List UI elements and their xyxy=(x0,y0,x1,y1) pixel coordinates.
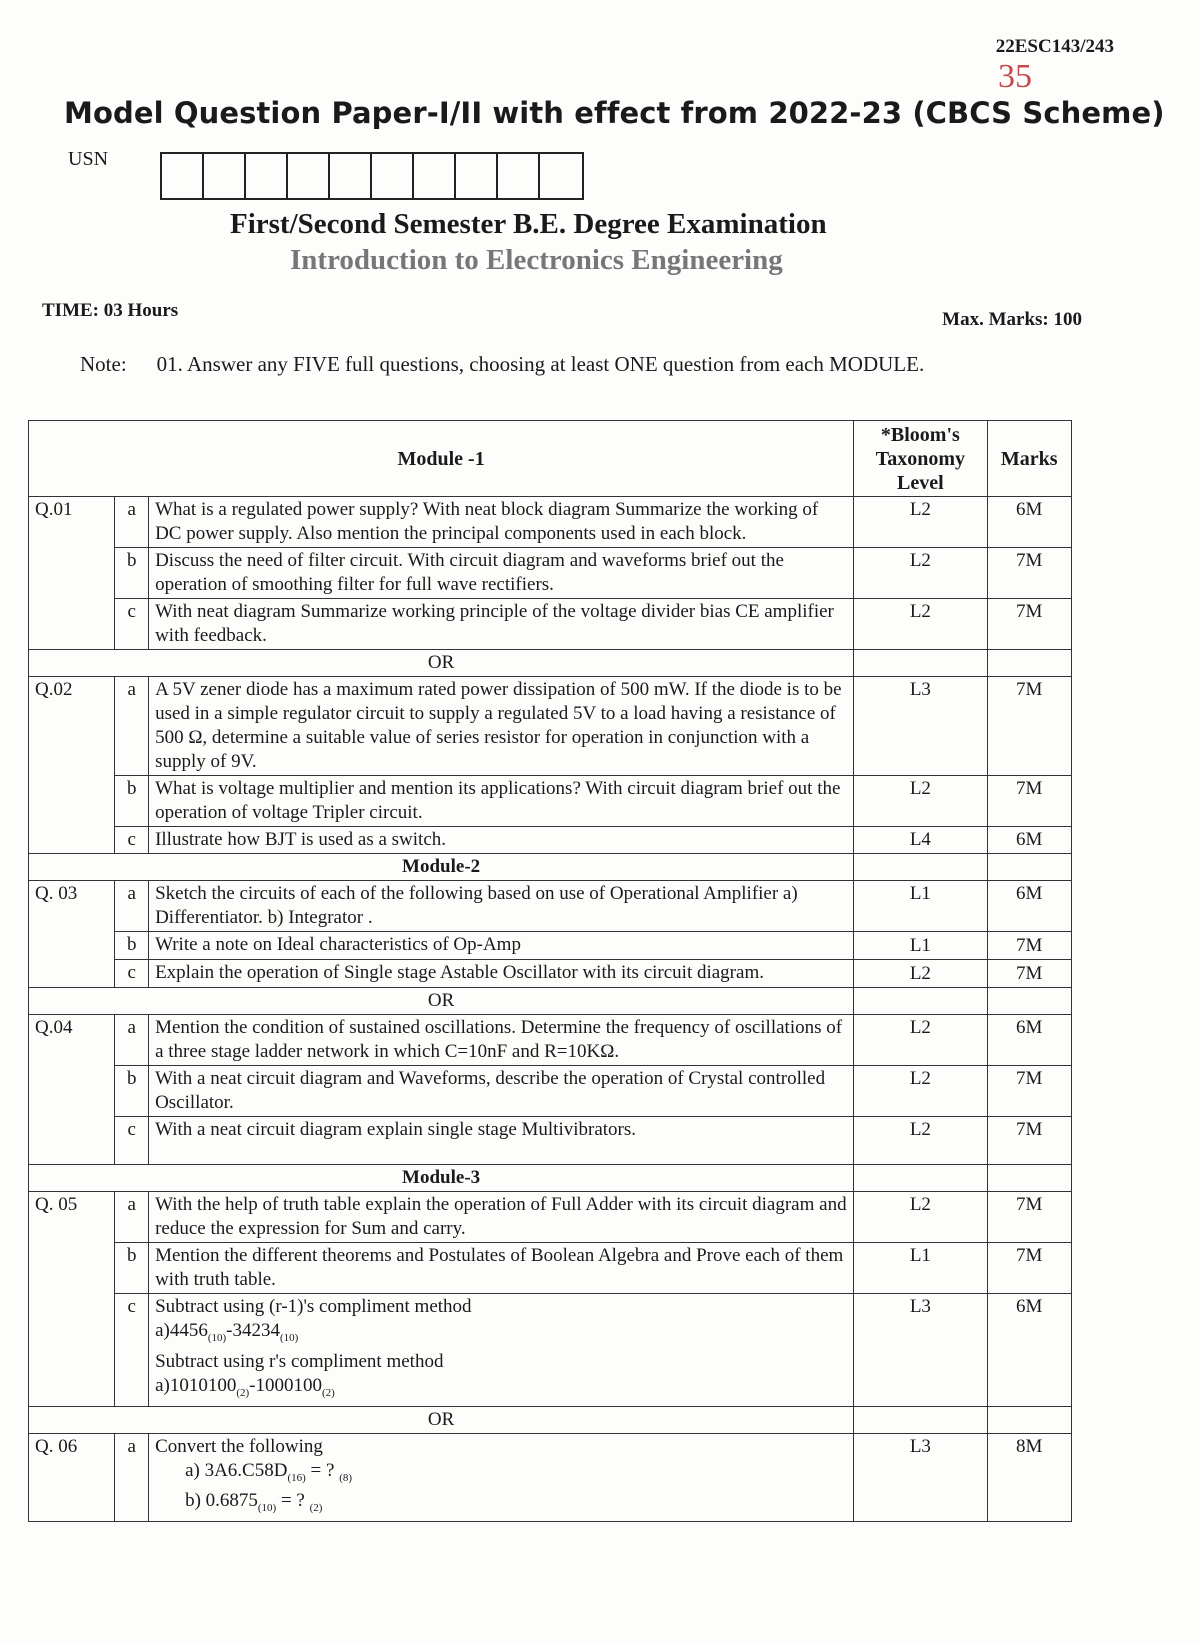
table-row: Q.02 a A 5V zener diode has a maximum rated power dissipation of 500 mW. If the diode is to be used in a simple regulator circuit to supply a regulated 5V to a load having a resistance of 500 Ω, determine a suitable value of series resistor for operation in conjunction with a supply of 9V. L3 7M xyxy=(29,677,1072,776)
question-text: Discuss the need of filter circuit. With circuit diagram and waveforms brief out the operation of smoothing filter for full wave rectifiers. xyxy=(149,548,854,599)
subject-title: Introduction to Electronics Engineering xyxy=(290,244,783,276)
question-number: Q.04 xyxy=(29,1015,115,1165)
page-number: 35 xyxy=(998,58,1032,95)
subject-code: 22ESC143/243 xyxy=(995,36,1114,57)
note xyxy=(80,352,924,377)
question-text: Mention the condition of sustained oscillations. Determine the frequency of oscillations of a three stage ladder network in which C=10nF and R=10KΩ. xyxy=(149,1015,854,1066)
question-table xyxy=(28,420,1072,1522)
table-row: c With a neat circuit diagram explain single stage Multivibrators. L2 7M xyxy=(29,1117,1072,1165)
question-number: Q.01 xyxy=(29,497,115,650)
question-text: With neat diagram Summarize working principle of the voltage divider bias CE amplifier with feedback. xyxy=(149,599,854,650)
blooms-header: *Bloom's Taxonomy Level xyxy=(854,421,987,497)
table-row: Q. 05 a With the help of truth table explain the operation of Full Adder with its circuit diagram and reduce the expression for Sum and carry. L2 7M xyxy=(29,1192,1072,1243)
question-text: A 5V zener diode has a maximum rated power dissipation of 500 mW. If the diode is to be used in a simple regulator circuit to supply a regulated 5V to a load having a resistance of 500 Ω, determine a suitable value of series resistor for operation in conjunction with a supply of 9V. xyxy=(149,677,854,776)
max-marks: Max. Marks: 100 xyxy=(942,309,1082,330)
table-row: c Illustrate how BJT is used as a switch. L4 6M xyxy=(29,827,1072,854)
question-number: Q.02 xyxy=(29,677,115,854)
module-1-header: Module -1 xyxy=(29,421,854,497)
table-row: Q.04 a Mention the condition of sustained oscillations. Determine the frequency of oscillations of a three stage ladder network in which C=10nF and R=10KΩ. L2 6M xyxy=(29,1015,1072,1066)
question-number: Q. 06 xyxy=(29,1433,115,1522)
question-number: Q. 03 xyxy=(29,881,115,988)
question-text: With a neat circuit diagram and Waveforms, describe the operation of Crystal controlled Oscillator. xyxy=(149,1066,854,1117)
note-label: Note: xyxy=(80,352,127,376)
table-row: Q. 06 a Convert the following a) $3A6.C58D_{(16)}$ = ? $_{(8)}$ b) $0.6875_{(10)}$ = ? $_{(2)}$ L3 8M xyxy=(29,1433,1072,1522)
marks-header: Marks xyxy=(987,421,1071,497)
usn-label: USN xyxy=(68,148,109,170)
or-row: OR xyxy=(29,1406,1072,1433)
question-text: With a neat circuit diagram explain single stage Multivibrators. xyxy=(149,1117,854,1165)
question-text: Mention the different theorems and Postulates of Boolean Algebra and Prove each of them with truth table. xyxy=(149,1243,854,1294)
or-row: OR xyxy=(29,650,1072,677)
table-row: c Explain the operation of Single stage Astable Oscillator with its circuit diagram. L2 7M xyxy=(29,960,1072,988)
table-row: b What is voltage multiplier and mention its applications? With circuit diagram brief out the operation of voltage Tripler circuit. L2 7M xyxy=(29,776,1072,827)
table-row: c With neat diagram Summarize working principle of the voltage divider bias CE amplifier with feedback. L2 7M xyxy=(29,599,1072,650)
question-text: Convert the following a) $3A6.C58D_{(16)}$ = ? $_{(8)}$ b) $0.6875_{(10)}$ = ? $_{(2)}$ xyxy=(149,1433,854,1522)
paper-title: Model Question Paper-I/II with effect from 2022-23 (CBCS Scheme) xyxy=(64,96,1165,130)
time-label: TIME: 03 Hours xyxy=(42,300,179,321)
question-text: What is a regulated power supply? With neat block diagram Summarize the working of DC power supply. Also mention the principal components used in each block. xyxy=(149,497,854,548)
question-text: Illustrate how BJT is used as a switch. xyxy=(149,827,854,854)
question-text: Explain the operation of Single stage Astable Oscillator with its circuit diagram. xyxy=(149,960,854,988)
table-row: c Subtract using (r-1)'s compliment method $a)4456_{(10)}-34234_{(10)}$ Subtract using r's compliment method $a)1010100_{(2)}-1000100_{(2)}$ L3 6M xyxy=(29,1294,1072,1407)
question-text: Subtract using (r-1)'s compliment method $a)4456_{(10)}-34234_{(10)}$ Subtract using r's compliment method $a)1010100_{(2)}-1000100_{(2)}$ xyxy=(149,1294,854,1407)
question-text: Sketch the circuits of each of the following based on use of Operational Amplifier a) Differentiator. b) Integrator . xyxy=(149,881,854,932)
exam-title: First/Second Semester B.E. Degree Examination xyxy=(230,208,827,240)
table-row: Q.01 a What is a regulated power supply? With neat block diagram Summarize the working of DC power supply. Also mention the principal components used in each block. L2 6M xyxy=(29,497,1072,548)
question-text: With the help of truth table explain the operation of Full Adder with its circuit diagram and reduce the expression for Sum and carry. xyxy=(149,1192,854,1243)
or-row: OR xyxy=(29,988,1072,1015)
note-text: 01. Answer any FIVE full questions, choosing at least ONE question from each MODULE. xyxy=(156,352,925,376)
table-row: b Write a note on Ideal characteristics of Op-Amp L1 7M xyxy=(29,932,1072,960)
question-text: What is voltage multiplier and mention its applications? With circuit diagram brief out the operation of voltage Tripler circuit. xyxy=(149,776,854,827)
table-row: Q. 03 a Sketch the circuits of each of the following based on use of Operational Amplifier a) Differentiator. b) Integrator . L1 6M xyxy=(29,881,1072,932)
usn-boxes[interactable] xyxy=(160,152,584,200)
table-row: b Mention the different theorems and Postulates of Boolean Algebra and Prove each of them with truth table. L1 7M xyxy=(29,1243,1072,1294)
question-text: Write a note on Ideal characteristics of Op-Amp xyxy=(149,932,854,960)
table-row: b With a neat circuit diagram and Waveforms, describe the operation of Crystal controlled Oscillator. L2 7M xyxy=(29,1066,1072,1117)
module-2-row: Module-2 xyxy=(29,854,1072,881)
table-row: b Discuss the need of filter circuit. With circuit diagram and waveforms brief out the operation of smoothing filter for full wave rectifiers. L2 7M xyxy=(29,548,1072,599)
question-number: Q. 05 xyxy=(29,1192,115,1407)
module-3-row: Module-3 xyxy=(29,1165,1072,1192)
